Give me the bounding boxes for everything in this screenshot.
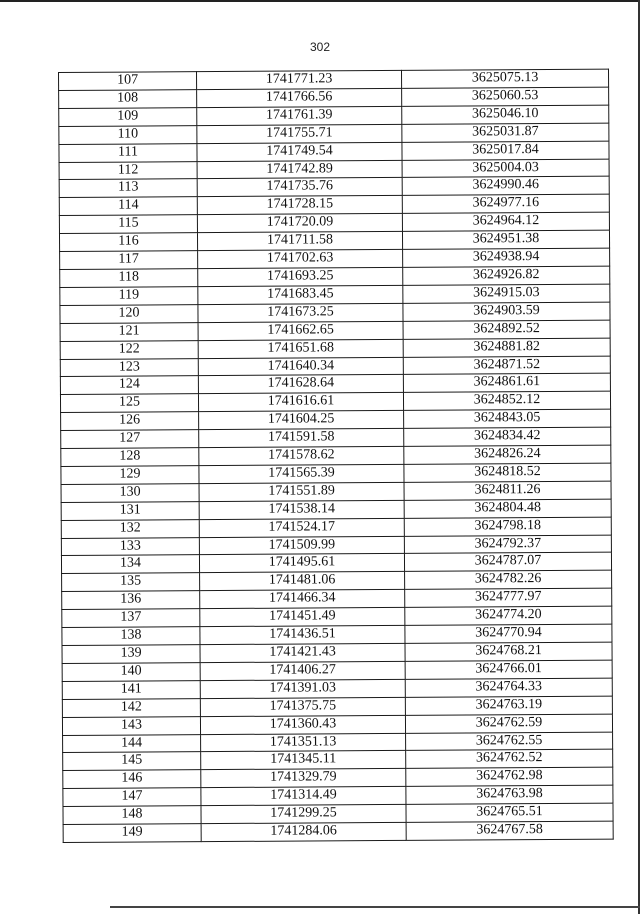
point-number-cell: 121 — [60, 322, 198, 341]
y-coordinate-cell: 3624768.21 — [405, 642, 612, 661]
y-coordinate-cell: 3625075.13 — [401, 69, 608, 88]
y-coordinate-cell: 3624892.52 — [403, 320, 610, 339]
coordinates-table — [58, 69, 614, 843]
y-coordinate-cell: 3625060.53 — [402, 87, 609, 106]
y-coordinate-cell: 3624990.46 — [402, 177, 609, 196]
y-coordinate-cell: 3624834.42 — [404, 427, 611, 446]
table-row — [63, 821, 613, 842]
point-number-cell: 129 — [61, 466, 199, 485]
y-coordinate-cell: 3624762.52 — [406, 750, 613, 769]
y-coordinate-cell: 3624777.97 — [405, 588, 612, 607]
y-coordinate-cell: 3624811.26 — [404, 481, 611, 500]
y-coordinate-cell: 3624964.12 — [402, 212, 609, 231]
x-coordinate-cell: 1741728.15 — [197, 196, 402, 215]
x-coordinate-cell: 1741284.06 — [201, 822, 406, 841]
y-coordinate-cell: 3624915.03 — [403, 284, 610, 303]
point-number-cell: 149 — [63, 824, 201, 843]
x-coordinate-cell: 1741735.76 — [197, 178, 402, 197]
x-coordinate-cell: 1741683.45 — [198, 285, 403, 304]
x-coordinate-cell: 1741551.89 — [199, 482, 404, 501]
x-coordinate-cell: 1741329.79 — [201, 769, 406, 788]
y-coordinate-cell: 3624774.20 — [405, 606, 612, 625]
point-number-cell: 134 — [61, 555, 199, 574]
y-coordinate-cell: 3624804.48 — [404, 499, 611, 518]
point-number-cell: 132 — [61, 519, 199, 538]
point-number-cell: 130 — [61, 483, 199, 502]
x-coordinate-cell: 1741466.34 — [200, 590, 405, 609]
y-coordinate-cell: 3624818.52 — [404, 463, 611, 482]
point-number-cell: 126 — [61, 412, 199, 431]
coordinates-table-body — [59, 69, 614, 842]
point-number-cell: 112 — [59, 161, 197, 180]
point-number-cell: 133 — [61, 537, 199, 556]
x-coordinate-cell: 1741591.58 — [199, 429, 404, 448]
point-number-cell: 117 — [60, 251, 198, 270]
point-number-cell: 116 — [59, 233, 197, 252]
y-coordinate-cell: 3624762.55 — [406, 732, 613, 751]
point-number-cell: 120 — [60, 304, 198, 323]
point-number-cell: 145 — [63, 752, 201, 771]
x-coordinate-cell: 1741345.11 — [201, 751, 406, 770]
point-number-cell: 136 — [62, 591, 200, 610]
point-number-cell: 115 — [59, 215, 197, 234]
y-coordinate-cell: 3624787.07 — [404, 553, 611, 572]
x-coordinate-cell: 1741509.99 — [199, 536, 404, 555]
point-number-cell: 122 — [60, 340, 198, 359]
y-coordinate-cell: 3624762.98 — [406, 767, 613, 786]
x-coordinate-cell: 1741481.06 — [200, 572, 405, 591]
x-coordinate-cell: 1741421.43 — [200, 643, 405, 662]
x-coordinate-cell: 1741375.75 — [200, 697, 405, 716]
point-number-cell: 123 — [60, 358, 198, 377]
point-number-cell: 146 — [63, 770, 201, 789]
point-number-cell: 144 — [63, 734, 201, 753]
point-number-cell: 109 — [59, 107, 197, 126]
y-coordinate-cell: 3624926.82 — [403, 266, 610, 285]
scan-edge-top — [0, 0, 640, 2]
y-coordinate-cell: 3624871.52 — [403, 356, 610, 375]
point-number-cell: 111 — [59, 143, 197, 162]
y-coordinate-cell: 3624763.19 — [405, 696, 612, 715]
y-coordinate-cell: 3624903.59 — [403, 302, 610, 321]
y-coordinate-cell: 3624762.59 — [405, 714, 612, 733]
x-coordinate-cell: 1741391.03 — [200, 679, 405, 698]
point-number-cell: 108 — [59, 90, 197, 109]
point-number-cell: 137 — [62, 609, 200, 628]
y-coordinate-cell: 3624977.16 — [402, 194, 609, 213]
y-coordinate-cell: 3625017.84 — [402, 141, 609, 160]
x-coordinate-cell: 1741755.71 — [197, 124, 402, 143]
x-coordinate-cell: 1741771.23 — [197, 70, 402, 89]
x-coordinate-cell: 1741693.25 — [198, 267, 403, 286]
point-number-cell: 128 — [61, 448, 199, 467]
x-coordinate-cell: 1741578.62 — [199, 446, 404, 465]
x-coordinate-cell: 1741651.68 — [198, 339, 403, 358]
point-number-cell: 143 — [62, 716, 200, 735]
y-coordinate-cell: 3624843.05 — [404, 409, 611, 428]
x-coordinate-cell: 1741673.25 — [198, 303, 403, 322]
y-coordinate-cell: 3624798.18 — [404, 517, 611, 536]
y-coordinate-cell: 3624861.61 — [403, 374, 610, 393]
x-coordinate-cell: 1741451.49 — [200, 608, 405, 627]
x-coordinate-cell: 1741749.54 — [197, 142, 402, 161]
point-number-cell: 110 — [59, 125, 197, 144]
x-coordinate-cell: 1741742.89 — [197, 160, 402, 179]
point-number-cell: 147 — [63, 788, 201, 807]
point-number-cell: 114 — [59, 197, 197, 216]
y-coordinate-cell: 3624765.51 — [406, 803, 613, 822]
coordinates-table-container — [58, 69, 613, 843]
y-coordinate-cell: 3625046.10 — [402, 105, 609, 124]
y-coordinate-cell: 3624766.01 — [405, 660, 612, 679]
point-number-cell: 124 — [60, 376, 198, 395]
y-coordinate-cell: 3624764.33 — [405, 678, 612, 697]
y-coordinate-cell: 3624881.82 — [403, 338, 610, 357]
point-number-cell: 138 — [62, 627, 200, 646]
y-coordinate-cell: 3624852.12 — [403, 391, 610, 410]
y-coordinate-cell: 3624767.58 — [406, 821, 613, 840]
x-coordinate-cell: 1741662.65 — [198, 321, 403, 340]
scan-edge-bottom — [110, 906, 640, 908]
y-coordinate-cell: 3624951.38 — [402, 230, 609, 249]
x-coordinate-cell: 1741761.39 — [197, 106, 402, 125]
y-coordinate-cell: 3624770.94 — [405, 624, 612, 643]
page-number: 302 — [309, 40, 331, 54]
y-coordinate-cell: 3625031.87 — [402, 123, 609, 142]
y-coordinate-cell: 3624938.94 — [403, 248, 610, 267]
point-number-cell: 131 — [61, 501, 199, 520]
x-coordinate-cell: 1741616.61 — [198, 393, 403, 412]
x-coordinate-cell: 1741351.13 — [201, 733, 406, 752]
point-number-cell: 142 — [62, 698, 200, 717]
x-coordinate-cell: 1741524.17 — [199, 518, 404, 537]
point-number-cell: 118 — [60, 269, 198, 288]
x-coordinate-cell: 1741538.14 — [199, 500, 404, 519]
point-number-cell: 141 — [62, 680, 200, 699]
x-coordinate-cell: 1741720.09 — [197, 214, 402, 233]
x-coordinate-cell: 1741565.39 — [199, 464, 404, 483]
point-number-cell: 148 — [63, 806, 201, 825]
y-coordinate-cell: 3624826.24 — [404, 445, 611, 464]
x-coordinate-cell: 1741436.51 — [200, 625, 405, 644]
point-number-cell: 125 — [60, 394, 198, 413]
point-number-cell: 119 — [60, 287, 198, 306]
x-coordinate-cell: 1741702.63 — [198, 249, 403, 268]
x-coordinate-cell: 1741360.43 — [200, 715, 405, 734]
y-coordinate-cell: 3624782.26 — [405, 571, 612, 590]
x-coordinate-cell: 1741766.56 — [197, 88, 402, 107]
y-coordinate-cell: 3625004.03 — [402, 159, 609, 178]
point-number-cell: 140 — [62, 663, 200, 682]
point-number-cell: 107 — [59, 72, 197, 91]
point-number-cell: 127 — [61, 430, 199, 449]
x-coordinate-cell: 1741314.49 — [201, 787, 406, 806]
y-coordinate-cell: 3624763.98 — [406, 785, 613, 804]
point-number-cell: 139 — [62, 645, 200, 664]
x-coordinate-cell: 1741406.27 — [200, 661, 405, 680]
x-coordinate-cell: 1741628.64 — [198, 375, 403, 394]
point-number-cell: 135 — [62, 573, 200, 592]
x-coordinate-cell: 1741604.25 — [199, 411, 404, 430]
point-number-cell: 113 — [59, 179, 197, 198]
x-coordinate-cell: 1741495.61 — [199, 554, 404, 573]
x-coordinate-cell: 1741640.34 — [198, 357, 403, 376]
x-coordinate-cell: 1741299.25 — [201, 805, 406, 824]
y-coordinate-cell: 3624792.37 — [404, 535, 611, 554]
x-coordinate-cell: 1741711.58 — [197, 232, 402, 251]
